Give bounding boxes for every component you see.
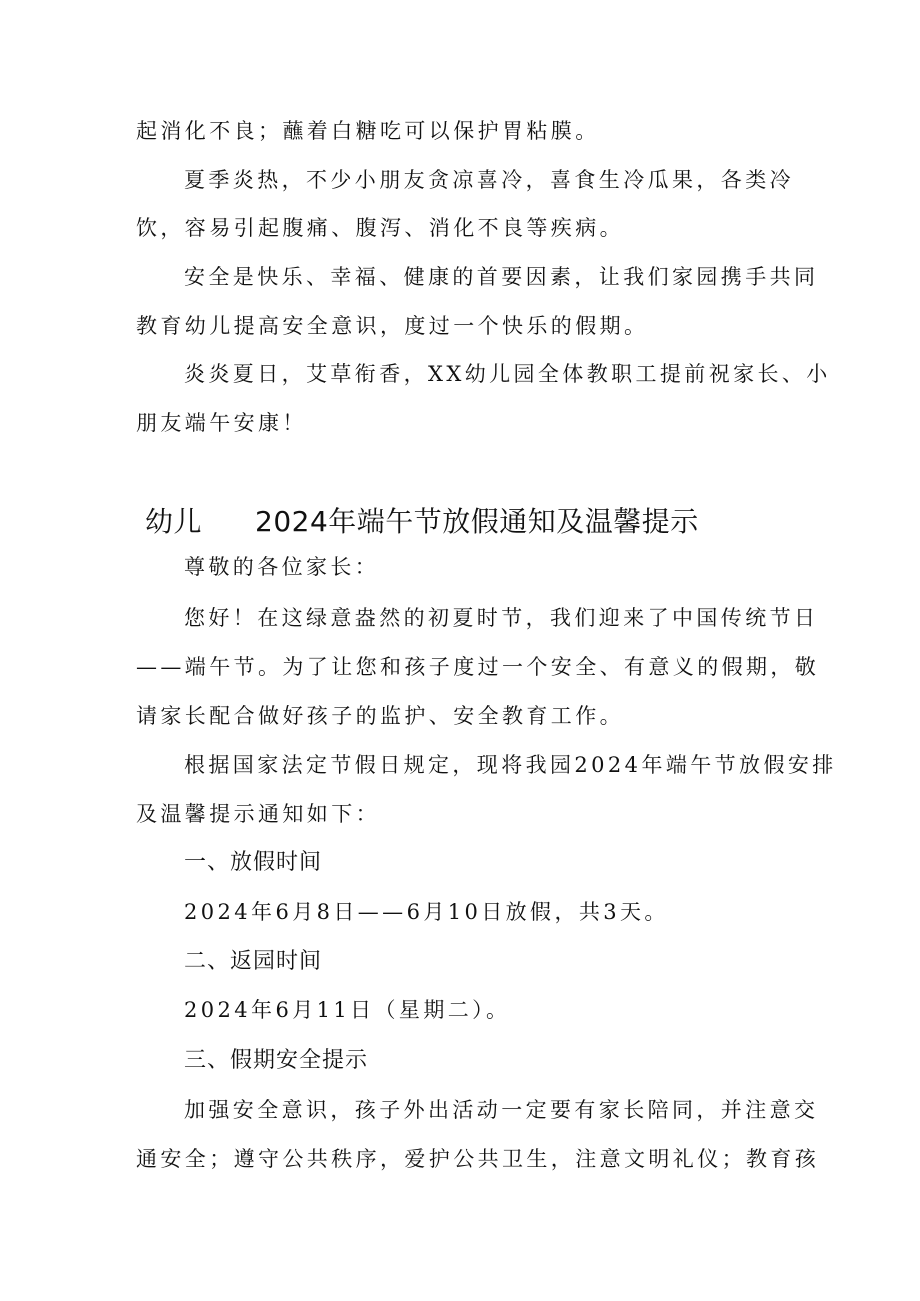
paragraph-line: 请家长配合做好孩子的监护、安全教育工作。 [136, 704, 624, 728]
section-heading: 三、假期安全提示 [184, 1048, 369, 1073]
paragraph-line: 炎炎夏日，艾草衔香，XX幼儿园全体教职工提前祝家长、小 [184, 362, 831, 386]
paragraph-line: 安全是快乐、幸福、健康的首要因素，让我们家园携手共同 [184, 265, 819, 289]
title-prefix: 幼儿 [145, 505, 203, 538]
section-heading: 二、返园时间 [184, 949, 323, 974]
greeting: 尊敬的各位家长： [184, 555, 380, 579]
paragraph-line: 教育幼儿提高安全意识，度过一个快乐的假期。 [136, 314, 649, 338]
section-text: 2024年6月8日——6月10日放假，共3天。 [184, 900, 669, 924]
paragraph-line: 起消化不良；蘸着白糖吃可以保护胃粘膜。 [136, 119, 600, 143]
section-text: 2024年6月11日（星期二）。 [184, 998, 511, 1022]
section-text: 通安全；遵守公共秩序，爱护公共卫生，注意文明礼仪；教育孩 [136, 1147, 820, 1171]
page-title: 2024年端午节放假通知及温馨提示 [255, 505, 699, 538]
paragraph-line: 根据国家法定节假日规定，现将我园2024年端午节放假安排 [184, 753, 837, 777]
section-heading: 一、放假时间 [184, 850, 323, 875]
paragraph-line: 您好！在这绿意盎然的初夏时节，我们迎来了中国传统节日 [184, 606, 819, 630]
paragraph-line: 及温馨提示通知如下： [136, 802, 380, 826]
paragraph-line: ——端午节。为了让您和孩子度过一个安全、有意义的假期，敬 [136, 655, 820, 679]
section-text: 加强安全意识，孩子外出活动一定要有家长陪同，并注意交 [184, 1098, 819, 1122]
paragraph-line: 夏季炎热，不少小朋友贪凉喜冷，喜食生冷瓜果，各类冷 [184, 168, 794, 192]
paragraph-line: 饮，容易引起腹痛、腹泻、消化不良等疾病。 [136, 216, 624, 240]
paragraph-line: 朋友端午安康！ [136, 411, 307, 435]
